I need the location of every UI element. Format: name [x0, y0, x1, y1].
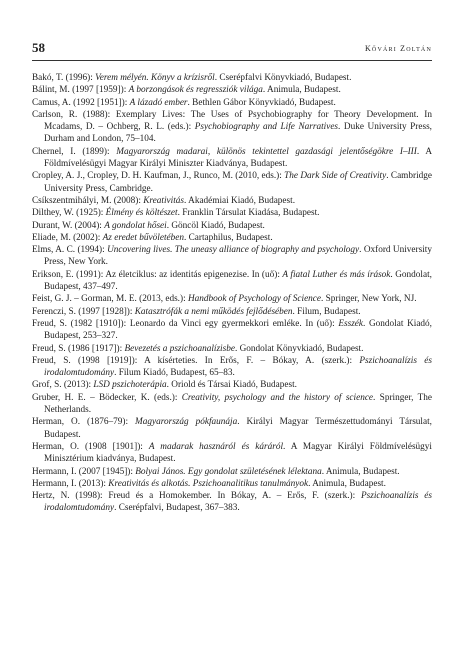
reference-text: . Duke University Press, Durham and London, 75–104. — [44, 122, 432, 145]
reference-text: Gruber, H. E. – Bödecker, K. (eds.): — [32, 392, 182, 403]
reference-title: Kreativitás és alkotás. Pszichoanalitikus tanulmányok — [108, 478, 309, 489]
reference-title: Esszék — [338, 318, 364, 329]
reference-entry — [32, 318, 432, 343]
reference-text: . Oriold és Társai Kiadó, Budapest. — [166, 380, 297, 391]
reference-title: Kreativitás — [143, 195, 185, 206]
reference-text: Freud, S. (1986 [1917]): — [32, 343, 125, 354]
reference-entry — [32, 441, 432, 466]
reference-entry — [32, 392, 432, 417]
reference-entry — [32, 478, 432, 490]
reference-text: . Királyi Magyar Természettudományi Társulat, Budapest. — [44, 417, 432, 440]
reference-text: Hermann, I. (2013): — [32, 478, 109, 489]
reference-entry — [32, 269, 432, 294]
reference-entry — [32, 207, 432, 219]
reference-entry — [32, 195, 432, 207]
reference-entry — [32, 97, 432, 109]
reference-entry — [32, 306, 432, 318]
reference-text: Bálint, M. (1997 [1959]): — [32, 85, 129, 96]
reference-text: Chernel, I. (1899): — [32, 146, 117, 157]
reference-title: Bolyai János. Egy gondolat születésének lélektana — [135, 466, 322, 477]
reference-text: Herman, O. (1876–79): — [32, 417, 136, 428]
reference-text: . Cserépfalvi, Budapest, 367–383. — [114, 503, 240, 514]
reference-text: Ferenczi, S. (1997 [1928]): — [32, 306, 135, 317]
reference-text: Durant, W. (2004): — [32, 220, 105, 231]
reference-title: Az eredet bűvöletében — [102, 232, 184, 243]
reference-entry — [32, 244, 432, 269]
reference-title: A gondolat hősei — [104, 220, 167, 231]
reference-title: Handbook of Psychology of Science — [187, 294, 322, 305]
reference-text: Elms, A. C. (1994): — [32, 245, 108, 256]
reference-title: LSD pszichoterápia — [93, 380, 167, 391]
reference-title: A lázadó ember — [129, 97, 188, 108]
reference-text: Grof, S. (2013): — [32, 380, 94, 391]
reference-text: Bakó, T. (1996): — [32, 73, 96, 83]
reference-text: Erikson, E. (1991): Az életciklus: az identitás epigenezise. In (uő): — [32, 269, 283, 280]
reference-entry — [32, 416, 432, 441]
reference-text: . Filum, Budapest. — [292, 306, 361, 317]
reference-title: Pszichoanalízis és irodalomtudomány — [44, 355, 432, 379]
reference-text: . Gondolat, Budapest, 437–497. — [44, 269, 432, 293]
reference-title: A borzongások és regressziók világa — [128, 85, 263, 96]
reference-text: . Cartaphilus, Budapest. — [184, 232, 273, 243]
reference-text: Freud, S. (1998 [1919]): A kísérteties. In Erős, F. – Bókay, A. (szerk.): — [32, 355, 360, 366]
reference-entry — [32, 379, 432, 391]
reference-text: Hertz, N. (1998): Freud és a Homokember. In Bókay, A. – Erős, F. (szerk.): — [32, 491, 361, 502]
reference-entry — [32, 109, 432, 146]
reference-text: . Göncöl Kiadó, Budapest. — [166, 220, 265, 231]
reference-entry — [32, 466, 432, 478]
reference-title: Verem mélyén. Könyv a krízisről — [95, 73, 215, 83]
page-number: 58 — [32, 40, 45, 55]
reference-entry — [32, 146, 432, 171]
reference-text: . Animula, Budapest. — [262, 85, 341, 96]
reference-title: A madarak hasznáról és káráról — [148, 441, 284, 452]
reference-text: Freud, S. (1982 [1910]): Leonardo da Vinci egy gyermekkori emléke. In (uő): — [32, 318, 339, 329]
reference-entry — [32, 232, 432, 244]
reference-text: . Gondolat Könyvkiadó, Budapest. — [234, 343, 364, 354]
reference-entry — [32, 84, 432, 96]
reference-text: Feist, G. J. – Gorman, M. E. (2013, eds.): — [32, 294, 188, 305]
reference-title: The Dark Side of Creativity — [284, 171, 387, 182]
reference-text: . Springer, New York, NJ. — [321, 294, 417, 305]
reference-entry — [32, 170, 432, 195]
reference-title: Uncovering lives. The uneasy alliance of biography and psychology — [107, 245, 360, 256]
running-head: Kővári Zoltán — [364, 44, 432, 53]
reference-text: Cropley, A. J., Cropley, D. H. Kaufman, J., Runco, M. (2010, eds.): — [32, 171, 285, 182]
reference-text: . A Földmívelésügyi Magyar Királyi Miniszter Kiadványa, Budapest. — [44, 146, 432, 170]
reference-text: . Filum Kiadó, Budapest, 65–83. — [114, 368, 235, 379]
reference-text: Herman, O. (1908 [1901]): — [32, 441, 149, 452]
reference-text: . Cserépfalvi Könyvkiadó, Budapest. — [214, 73, 352, 83]
reference-title: Katasztrófák a nemi működés fejlődésében — [134, 306, 293, 317]
reference-text: Dilthey, W. (1925): — [32, 208, 106, 219]
reference-text: Hermann, I. (2007 [1945]): — [32, 466, 136, 477]
reference-entry — [32, 220, 432, 232]
reference-text: . A Magyar Királyi Földmívelésügyi Minisztérium kiadványa, Budapest. — [44, 441, 432, 465]
reference-title: Pszichoanalízis és irodalomtudomány — [44, 491, 432, 514]
reference-text: Camus, A. (1992 [1951]): — [32, 97, 130, 108]
reference-text: . Gondolat Kiadó, Budapest, 253–327. — [44, 318, 432, 342]
reference-title: Bevezetés a pszichoanalízisbe — [124, 343, 235, 354]
reference-title: Magyarország madarai, különös tekintettel gazdasági jelentőségökre I–III — [116, 146, 417, 157]
reference-text: . Animula, Budapest. — [308, 478, 386, 489]
reference-title: A fiatal Luther és más írások — [282, 269, 391, 280]
reference-entry — [32, 355, 432, 380]
reference-text: . Oxford University Press, New York. — [44, 245, 432, 268]
reference-title: Psychobiography and Life Narratives — [194, 122, 339, 133]
reference-text: . Springer, The Netherlands. — [44, 392, 433, 416]
reference-text: . Bethlen Gábor Könyvkiadó, Budapest. — [187, 97, 336, 108]
reference-title: Magyarország pókfaunája — [135, 417, 238, 428]
reference-title: Élmény és költészet — [105, 208, 178, 219]
reference-title: Creativity, psychology and the history of science — [181, 392, 374, 403]
reference-text: Csíkszentmihályi, M. (2008): — [32, 195, 144, 206]
reference-text: . Animula, Budapest. — [321, 466, 400, 477]
page-header — [32, 40, 432, 61]
reference-entry — [32, 293, 432, 305]
reference-list — [32, 72, 432, 515]
reference-entry — [32, 490, 432, 515]
reference-text: . Franklin Társulat Kiadása, Budapest. — [177, 208, 320, 219]
reference-text: . Cambridge University Press, Cambridge. — [44, 171, 433, 194]
reference-entry — [32, 343, 432, 355]
reference-text: Eliade, M. (2002): — [32, 232, 103, 243]
reference-entry — [32, 72, 432, 84]
reference-text: Carlson, R. (1988): Exemplary Lives: The Uses of Psychobiography for Theory Development. In Mcadams, D. – Ochberg, R. L. (eds.): — [32, 109, 432, 133]
reference-text: . Akadémiai Kiadó, Budapest. — [184, 195, 296, 206]
